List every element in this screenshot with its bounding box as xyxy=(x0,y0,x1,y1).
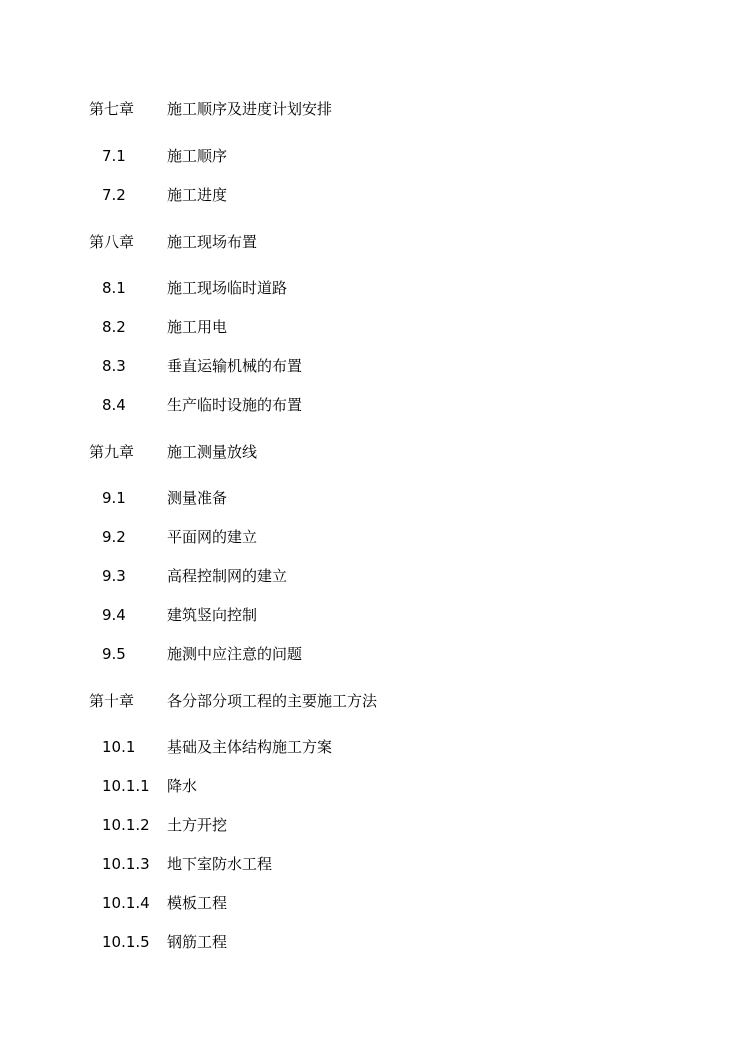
toc-section-number: 10.1.4 xyxy=(102,894,150,912)
toc-section-title: 模板工程 xyxy=(167,894,228,912)
toc-section-title: 钢筋工程 xyxy=(167,933,228,951)
toc-chapter-number: 第十章 xyxy=(89,692,135,710)
toc-section-number: 7.2 xyxy=(102,186,126,204)
toc-section-title: 测量准备 xyxy=(167,489,228,507)
toc-chapter-title: 施工现场布置 xyxy=(167,233,258,251)
toc-section-title: 生产临时设施的布置 xyxy=(167,396,303,414)
toc-section-number: 10.1.2 xyxy=(102,816,150,834)
toc-section-title: 降水 xyxy=(167,777,198,795)
toc-section-title: 施工现场临时道路 xyxy=(167,279,288,297)
toc-section-title: 土方开挖 xyxy=(167,816,228,834)
toc-chapter-number: 第九章 xyxy=(89,443,135,461)
toc-section-number: 10.1.5 xyxy=(102,933,150,951)
toc-section-title: 地下室防水工程 xyxy=(167,855,273,873)
toc-section-title: 施工进度 xyxy=(167,186,228,204)
toc-section-title: 施测中应注意的问题 xyxy=(167,645,303,663)
toc-section-number: 9.4 xyxy=(102,606,126,624)
toc-section-number: 10.1.3 xyxy=(102,855,150,873)
toc-section-title: 建筑竖向控制 xyxy=(167,606,258,624)
toc-section-title: 施工顺序 xyxy=(167,147,228,165)
toc-section-number: 8.1 xyxy=(102,279,126,297)
toc-chapter-number: 第七章 xyxy=(89,100,135,118)
toc-section-title: 垂直运输机械的布置 xyxy=(167,357,303,375)
toc-section-number: 9.3 xyxy=(102,567,126,585)
toc-chapter-title: 施工测量放线 xyxy=(167,443,258,461)
toc-section-title: 施工用电 xyxy=(167,318,228,336)
toc-section-number: 8.4 xyxy=(102,396,126,414)
toc-section-number: 10.1 xyxy=(102,738,136,756)
toc-section-title: 基础及主体结构施工方案 xyxy=(167,738,333,756)
toc-section-number: 7.1 xyxy=(102,147,126,165)
toc-section-number: 8.2 xyxy=(102,318,126,336)
toc-section-number: 9.2 xyxy=(102,528,126,546)
toc-chapter-number: 第八章 xyxy=(89,233,135,251)
toc-section-title: 高程控制网的建立 xyxy=(167,567,288,585)
toc-section-number: 8.3 xyxy=(102,357,126,375)
toc-section-title: 平面网的建立 xyxy=(167,528,258,546)
toc-section-number: 9.1 xyxy=(102,489,126,507)
toc-section-number: 10.1.1 xyxy=(102,777,150,795)
toc-section-number: 9.5 xyxy=(102,645,126,663)
toc-chapter-title: 施工顺序及进度计划安排 xyxy=(167,100,333,118)
toc-chapter-title: 各分部分项工程的主要施工方法 xyxy=(167,692,378,710)
